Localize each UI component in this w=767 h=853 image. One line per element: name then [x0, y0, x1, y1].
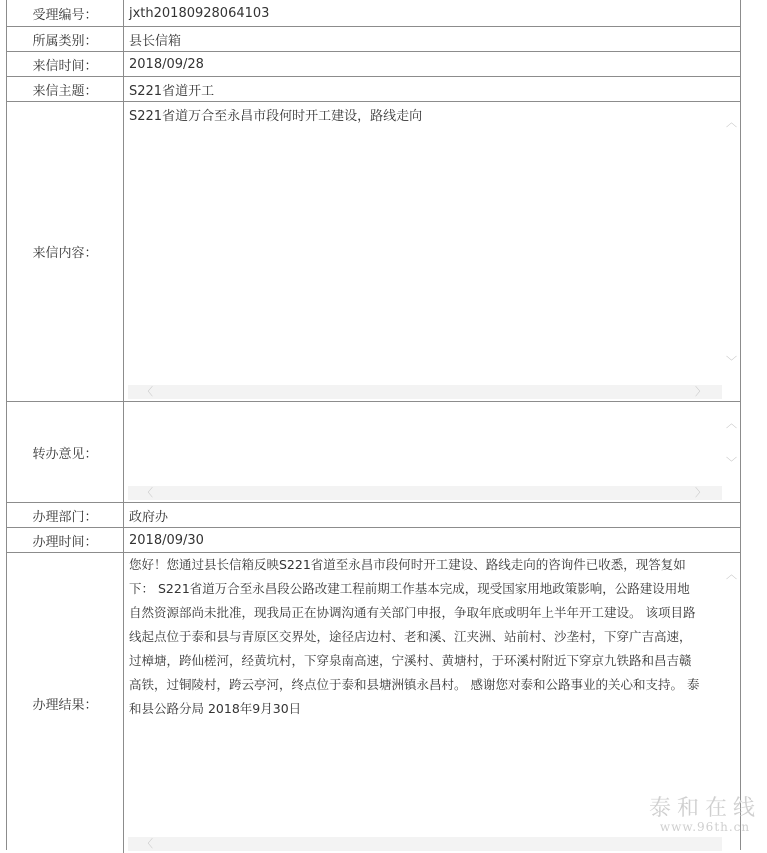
category-label: 所属类别： — [7, 27, 124, 51]
department-value: 政府办 — [129, 509, 169, 525]
letter-detail-table — [6, 0, 741, 850]
id-label: 受理编号： — [7, 0, 124, 26]
handle-date-value: 2018/09/30 — [129, 532, 204, 548]
row-handle-date — [7, 528, 740, 553]
result-line: 线起点位于泰和县与青原区交界处，途径店边村、老和溪、江夹洲、站前村、沙垄村，下穿广吉高速， — [129, 629, 692, 644]
scroll-up-icon[interactable]: ︿ — [726, 568, 737, 581]
content-vertical-scrollbar[interactable] — [724, 102, 740, 387]
scroll-up-icon[interactable]: ︿ — [726, 116, 737, 129]
site-watermark — [649, 791, 761, 834]
result-line: 过樟塘，跨仙槎河，经黄坑村，下穿泉南高速，宁溪村、黄塘村，于环溪村附近下穿京九铁路和昌吉赣 — [129, 653, 692, 668]
scroll-left-icon[interactable]: 〈 — [142, 385, 153, 398]
row-id — [7, 0, 740, 27]
row-department — [7, 503, 740, 528]
result-line: 下： S221省道万合至永昌段公路改建工程前期工作基本完成，现受国家用地政策影响，公路建设用地 — [129, 581, 690, 596]
result-label: 办理结果： — [7, 553, 124, 853]
row-content — [7, 102, 740, 402]
result-line: 您好！您通过县长信箱反映S221省道至永昌市段何时开工建设、路线走向的咨询件已收悉，现答复如 — [129, 557, 686, 572]
transfer-horizontal-scrollbar[interactable] — [128, 486, 722, 500]
id-value: jxth20180928064103 — [129, 5, 270, 21]
result-line: 自然资源部尚未批准，现我局正在协调沟通有关部门申报，争取年底或明年上半年开工建设。 该项目路 — [129, 605, 696, 620]
row-subject — [7, 77, 740, 102]
result-line: 高铁，过铜陵村，跨云亭河，终点位于泰和县塘洲镇永昌村。 感谢您对泰和公路事业的关心和支持。 泰 — [129, 677, 700, 692]
row-result — [7, 553, 740, 853]
subject-label: 来信主题： — [7, 77, 124, 101]
row-letter-date — [7, 52, 740, 77]
scroll-up-icon[interactable]: ︿ — [726, 417, 737, 430]
scroll-right-icon[interactable]: 〉 — [695, 486, 706, 499]
scroll-down-icon[interactable]: ﹀ — [726, 355, 737, 368]
content-label: 来信内容： — [7, 102, 124, 401]
result-line: 和县公路分局 2018年9月30日 — [129, 701, 302, 716]
letter-date-label: 来信时间： — [7, 52, 124, 76]
result-horizontal-scrollbar[interactable] — [128, 837, 722, 851]
result-text — [129, 553, 718, 721]
transfer-opinion-textarea[interactable] — [124, 402, 740, 502]
transfer-opinion-label: 转办意见： — [7, 402, 124, 502]
subject-value: S221省道开工 — [129, 83, 215, 99]
content-textarea[interactable] — [124, 102, 740, 401]
content-horizontal-scrollbar[interactable] — [128, 385, 722, 399]
result-textarea[interactable] — [124, 553, 740, 853]
handle-date-label: 办理时间： — [7, 528, 124, 552]
content-text: S221省道万合至永昌市段何时开工建设，路线走向 — [129, 109, 423, 124]
scroll-down-icon[interactable]: ﹀ — [726, 456, 737, 469]
scroll-left-icon[interactable]: 〈 — [142, 837, 153, 850]
watermark-logo-text: 泰和在线 — [648, 796, 761, 821]
watermark-url: www.96th.cn — [659, 820, 751, 834]
transfer-vertical-scrollbar[interactable] — [724, 402, 740, 488]
scroll-left-icon[interactable]: 〈 — [142, 486, 153, 499]
category-value: 县长信箱 — [129, 33, 182, 49]
scroll-right-icon[interactable]: 〉 — [695, 385, 706, 398]
letter-date-value: 2018/09/28 — [129, 56, 204, 72]
row-category — [7, 27, 740, 52]
row-transfer-opinion — [7, 402, 740, 503]
department-label: 办理部门： — [7, 503, 124, 527]
